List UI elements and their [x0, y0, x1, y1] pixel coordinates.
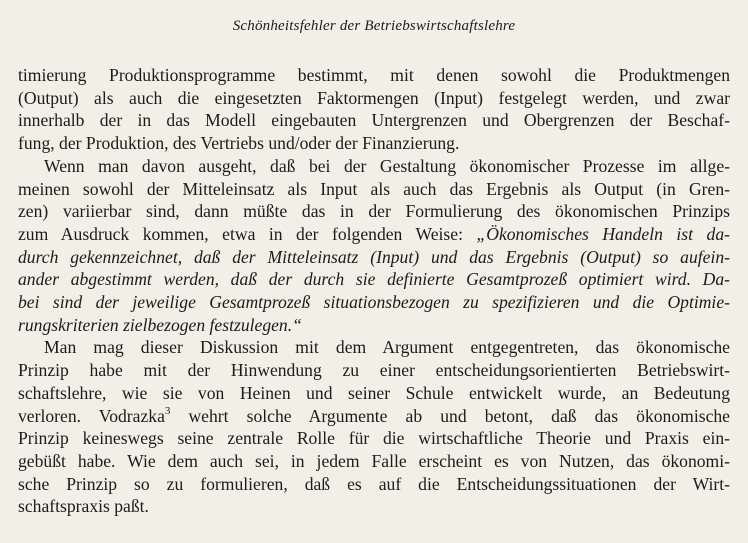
text-line: timierung Produktionsprogramme bestimmt, mit denen sowohl die Produktmengen: [18, 65, 730, 85]
text-line: Prinzip keineswegs seine zentrale Rolle für die wirtschaftliche Theorie und Praxis ein-: [18, 428, 730, 449]
text-line: schaftslehre, wie sie von Heinen und seiner Schule entwickelt wurde, an Bedeutung: [18, 382, 730, 403]
text-line: Wenn man davon ausgeht, daß bei der Gestaltung ökonomischer Prozesse im allge-: [44, 155, 730, 176]
text-line: schaftspraxis paßt.: [18, 496, 149, 517]
text-segment: zum Ausdruck kommen, etwa in der folgenden Weise:: [18, 223, 477, 244]
text-line: sche Prinzip so zu formulieren, daß es auf die Entscheidungssituationen der Wirt-: [18, 473, 730, 494]
text-line: [18, 223, 730, 246]
text-segment: wehrt solche Argumente ab und betont, daß das ökonomische: [170, 405, 730, 426]
text-line: zen) variierbar sind, dann müßte das in der Formulierung des ökonomischen Prinzips: [18, 201, 730, 222]
running-head: Schönheitsfehler der Betriebswirtschaftslehre: [232, 18, 516, 34]
footnote-marker: 3: [164, 404, 171, 417]
text-line: meinen sowohl der Mitteleinsatz als Input als auch das Ergebnis als Output (in Gren-: [18, 178, 730, 199]
text-line: gebüßt habe. Wie dem auch sei, in jedem Falle erscheint es von Nutzen, das ökonomi-: [18, 450, 730, 471]
text-line: fung, der Produktion, des Vertriebs und/oder der Finanzierung.: [18, 133, 460, 154]
text-line: (Output) als auch die eingesetzten Faktormengen (Input) festgelegt werden, und zwar: [18, 87, 730, 108]
quote-line: ander abgestimmt werden, daß der durch sie definierte Gesamtprozeß optimiert wird. Da-: [18, 269, 730, 290]
quote-segment: „Ökonomisches Handeln ist da-: [476, 223, 730, 244]
text-line: Man mag dieser Diskussion mit dem Argument entgegentreten, das ökonomische: [44, 337, 730, 358]
quote-line: durch gekennzeichnet, daß der Mitteleinsatz (Input) und das Ergebnis (Output) so aufein-: [18, 246, 730, 267]
text-line: [18, 405, 730, 428]
body-text: [18, 64, 730, 518]
text-segment: verloren. Vodrazka: [18, 405, 165, 426]
text-line: innerhalb der in das Modell eingebauten Untergrenzen und Obergrenzen der Beschaf-: [18, 110, 730, 131]
quote-line: bei sind der jeweilige Gesamtprozeß situationsbezogen zu spezifizieren und die Optimie-: [18, 292, 730, 313]
quote-line: rungskriterien zielbezogen festzulegen.“: [18, 314, 302, 335]
text-line: Prinzip habe mit der Hinwendung zu einer entscheidungsorientierten Betriebswirt-: [18, 360, 730, 381]
